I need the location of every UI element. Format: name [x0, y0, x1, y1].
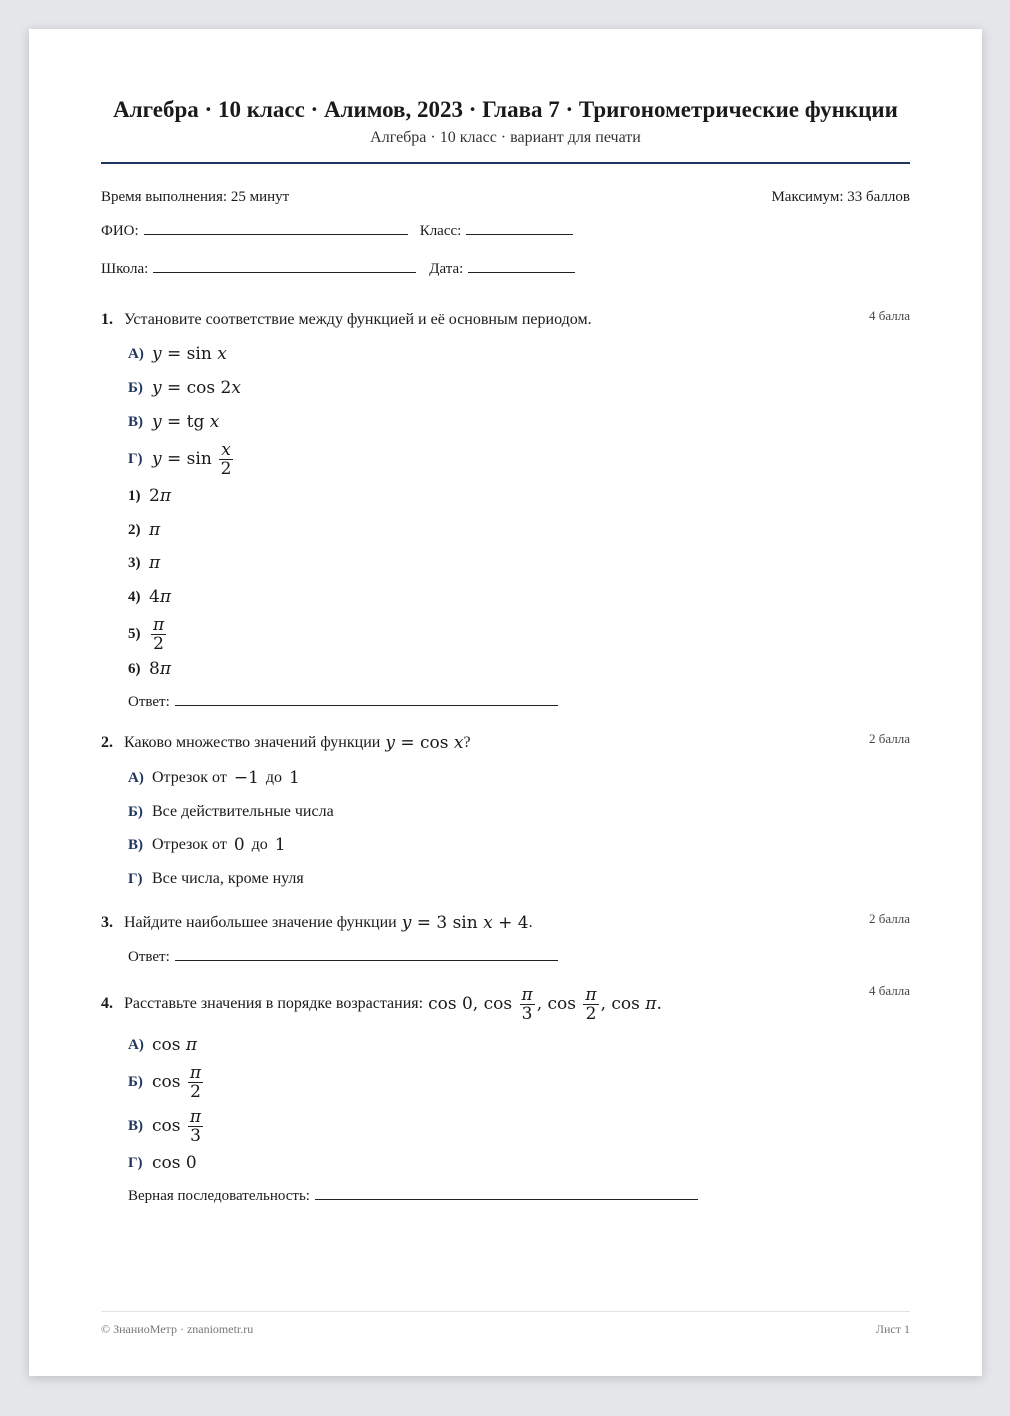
question-text: Расставьте значения в порядке возрастания:	[124, 995, 424, 1012]
question-number: 4.	[101, 995, 113, 1012]
choice-value: π	[149, 553, 161, 573]
option-b	[128, 1061, 910, 1103]
question-number: 3.	[101, 914, 113, 931]
fio-class-row	[101, 220, 910, 240]
question-1	[101, 308, 910, 711]
option-a	[128, 342, 910, 366]
option-label: Г)	[128, 450, 143, 467]
option-b	[128, 376, 910, 400]
option-value: 1	[274, 835, 286, 855]
date-label: Дата:	[429, 261, 464, 277]
answer-choice-1	[128, 484, 910, 508]
question-3-header: 3. Найдите наибольшее значение функции y = 3 sin x + 4 . 2 балла	[101, 911, 910, 933]
option-formula: cos π	[152, 1035, 198, 1055]
question-formula: y = cos x	[385, 733, 464, 753]
time-limit: Время выполнения: 25 минут	[101, 189, 290, 205]
question-4-header	[101, 983, 910, 1025]
option-formula: cos $\frac{\pi}{3}$	[152, 1106, 202, 1146]
option-c	[128, 833, 910, 857]
choice-label: 5)	[128, 625, 141, 642]
option-value: −1	[233, 768, 259, 788]
option-text: Отрезок от	[152, 769, 227, 786]
option-label: В)	[128, 1117, 143, 1134]
question-2	[101, 731, 910, 891]
answer-choice-2	[128, 518, 910, 542]
choice-value: π	[149, 520, 161, 540]
question-text: Найдите наибольшее значение функции	[124, 914, 397, 931]
option-label: А)	[128, 1036, 144, 1053]
school-date-row	[101, 258, 910, 278]
option-value: 0	[233, 835, 245, 855]
option-c	[128, 1105, 910, 1147]
option-label: А)	[128, 769, 144, 786]
choice-label: 6)	[128, 660, 141, 677]
option-d	[128, 438, 910, 480]
option-label: Б)	[128, 803, 143, 820]
option-formula: cos 0	[152, 1153, 197, 1173]
question-2-header: 2. Каково множество значений функции y = cos x ? 2 балла	[101, 731, 910, 753]
answer-field[interactable]	[315, 1185, 698, 1200]
option-text: до	[251, 836, 268, 853]
option-text: Все действительные числа	[152, 803, 334, 820]
option-label: Г)	[128, 1154, 143, 1171]
answer-choice-6	[128, 657, 910, 681]
option-formula: y = sin $\frac{x}{2}$	[152, 439, 232, 479]
choice-value: 4π	[149, 587, 172, 607]
meta-row	[101, 189, 910, 206]
header-divider	[101, 162, 910, 164]
option-b	[128, 800, 910, 824]
choice-value: 8π	[149, 659, 172, 679]
option-label: Б)	[128, 379, 143, 396]
answer-label: Ответ:	[128, 694, 170, 710]
school-field[interactable]	[153, 258, 416, 273]
option-text: Отрезок от	[152, 836, 227, 853]
question-points: 4 балла	[869, 983, 910, 998]
answer-row	[128, 1185, 910, 1205]
option-label: Б)	[128, 1073, 143, 1090]
fio-field[interactable]	[144, 220, 408, 235]
choice-value: 2π	[149, 486, 172, 506]
class-field[interactable]	[466, 220, 573, 235]
option-d	[128, 1151, 910, 1175]
option-text: Все числа, кроме нуля	[152, 870, 304, 887]
page-subtitle: Алгебра · 10 класс · вариант для печати	[370, 129, 641, 146]
question-3	[101, 911, 910, 966]
question-number: 2.	[101, 734, 113, 751]
option-formula: y = sin x	[152, 344, 227, 364]
option-a	[128, 766, 910, 790]
answer-label: Верная последовательность:	[128, 1188, 310, 1204]
question-points: 2 балла	[869, 731, 910, 746]
choice-value: $\frac{\pi}{2}$	[153, 614, 165, 654]
choice-label: 2)	[128, 521, 141, 538]
fio-label: ФИО:	[101, 223, 139, 239]
page-footer	[101, 1311, 910, 1337]
class-label: Класс:	[419, 223, 462, 239]
question-number: 1.	[101, 311, 113, 328]
choice-label: 1)	[128, 487, 141, 504]
choice-label: 3)	[128, 554, 141, 571]
question-4	[101, 983, 910, 1205]
answer-field[interactable]	[175, 946, 558, 961]
question-1-header	[101, 308, 910, 332]
answer-field[interactable]	[175, 691, 558, 706]
question-formula: y = 3 sin x + 4	[401, 913, 529, 933]
answer-choice-3	[128, 551, 910, 575]
worksheet-page	[29, 29, 982, 1376]
worksheet-content	[101, 29, 910, 1205]
footer-page-number: Лист 1	[875, 1322, 910, 1336]
option-label: Г)	[128, 870, 143, 887]
option-formula: y = cos 2x	[152, 378, 241, 398]
answer-row	[128, 946, 910, 966]
answer-label: Ответ:	[128, 949, 170, 965]
option-formula: cos $\frac{\pi}{2}$	[152, 1062, 202, 1102]
question-text: Каково множество значений функции	[124, 734, 381, 751]
max-score: Максимум: 33 баллов	[771, 189, 910, 205]
question-points: 2 балла	[869, 911, 910, 926]
question-text: Установите соответствие между функцией и её основным периодом.	[124, 311, 592, 328]
option-formula: y = tg x	[152, 412, 220, 432]
option-label: В)	[128, 413, 143, 430]
choice-label: 4)	[128, 588, 141, 605]
answer-choice-4	[128, 585, 910, 609]
option-c	[128, 410, 910, 434]
option-label: А)	[128, 345, 144, 362]
question-points: 4 балла	[869, 308, 910, 323]
option-d	[128, 867, 910, 891]
answer-row	[128, 691, 910, 711]
option-value: 1	[289, 768, 300, 788]
date-field[interactable]	[468, 258, 575, 273]
page-title: Алгебра · 10 класс · Алимов, 2023 · Глава 7 · Тригонометрические функции	[113, 97, 898, 122]
footer-copyright: © ЗнаниоМетр · znaniometr.ru	[101, 1322, 254, 1336]
option-a	[128, 1033, 910, 1057]
question-formula: cos 0, cos $\frac{\pi}{3}$ , cos $\frac{\pi}{2}$ , cos π.	[428, 984, 662, 1024]
option-label: В)	[128, 836, 143, 853]
answer-choice-5	[128, 613, 910, 655]
school-label: Школа:	[101, 261, 149, 277]
option-text: до	[265, 769, 283, 786]
